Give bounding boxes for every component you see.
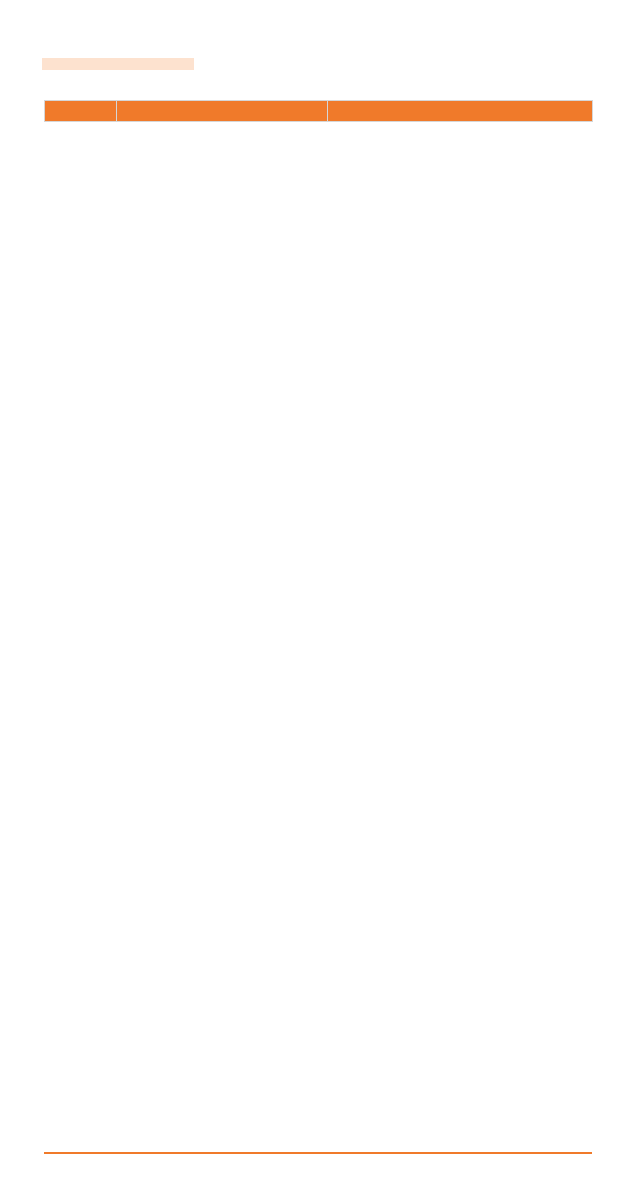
course-table-1 xyxy=(44,100,593,122)
header-course xyxy=(117,101,328,122)
title-highlight xyxy=(42,58,194,70)
header-projects xyxy=(328,101,593,122)
table-header-row xyxy=(45,101,593,122)
bottom-divider xyxy=(44,1152,592,1154)
header-stage xyxy=(45,101,117,122)
